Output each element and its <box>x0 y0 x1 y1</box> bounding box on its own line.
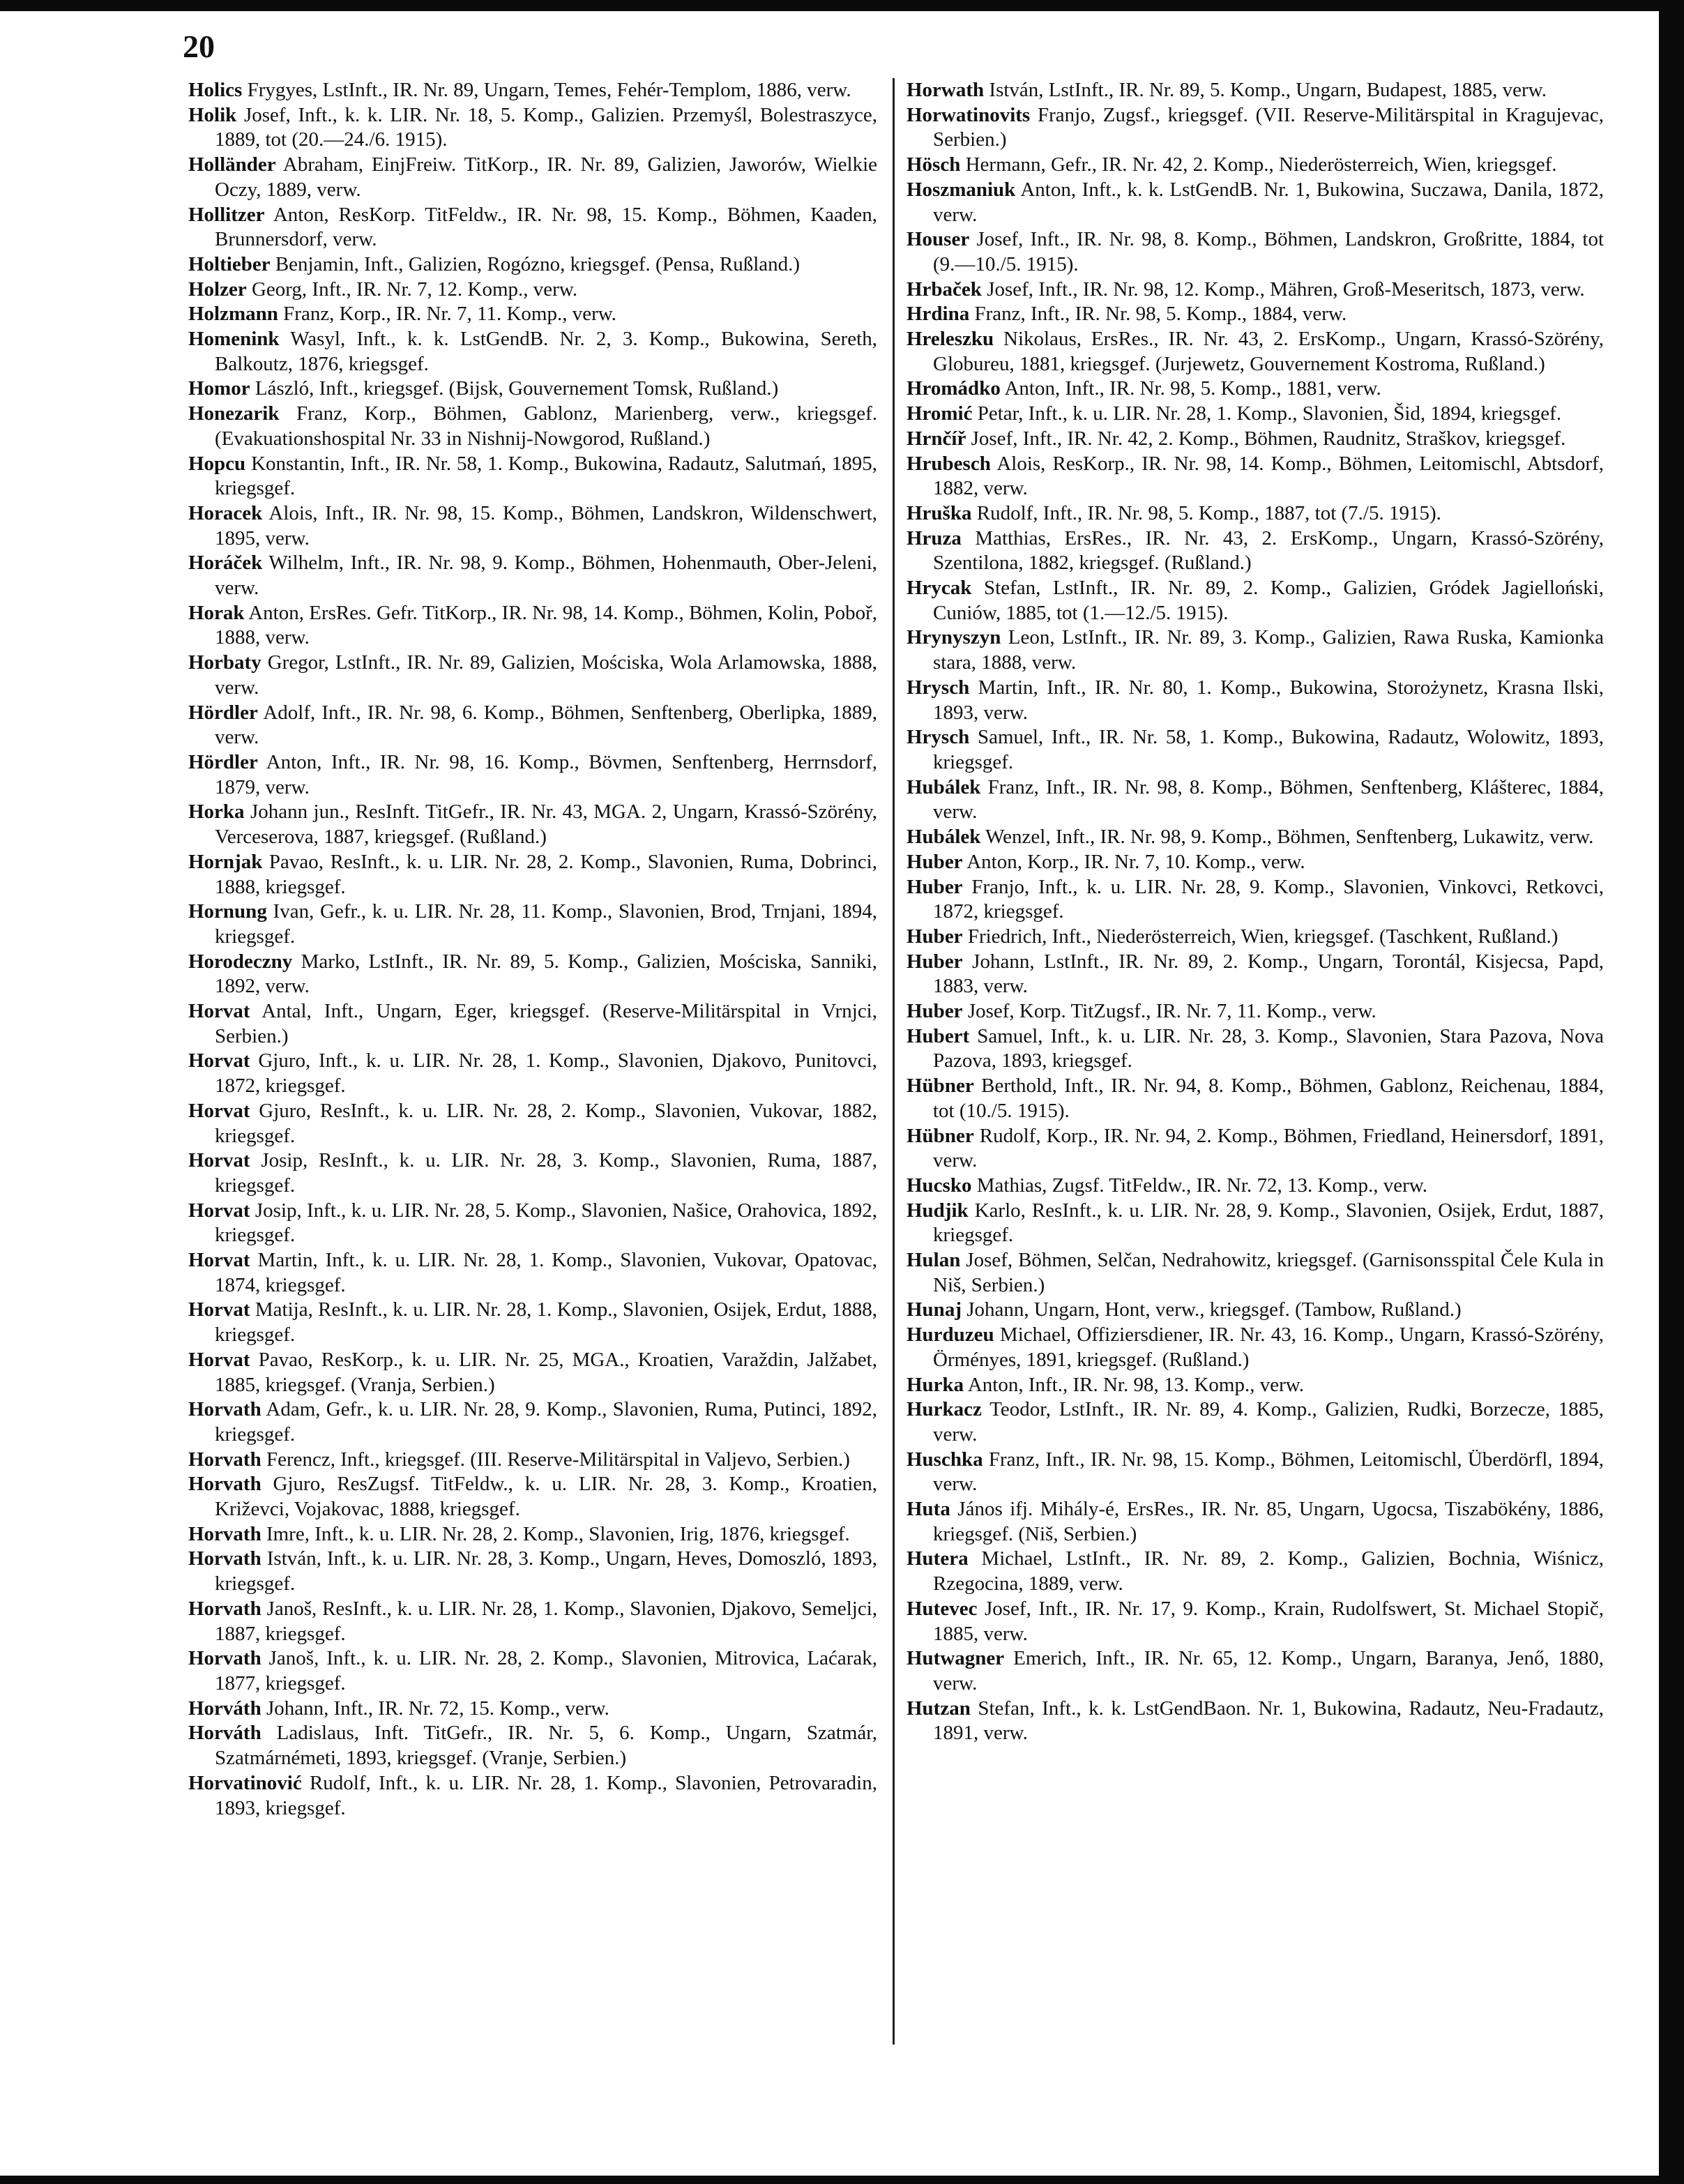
entry-details: Franjo, Zugsf., kriegsgef. (VII. Reserve-Militärspital in Kragujevac, Serbien.) <box>933 103 1604 151</box>
entry-surname: Horváth <box>188 1697 261 1720</box>
entry-surname: Hrycak <box>907 577 972 600</box>
entry-surname: Hutzan <box>907 1697 971 1720</box>
casualty-entry <box>907 676 1604 725</box>
casualty-entry <box>188 327 877 377</box>
entry-surname: Hubálek <box>907 826 981 849</box>
entry-details: Imre, Inft., k. u. LIR. Nr. 28, 2. Komp., Slavonien, Irig, 1876, kriegsgef. <box>261 1522 850 1545</box>
entry-details: Rudolf, Inft., IR. Nr. 98, 5. Komp., 1887, tot (7./5. 1915). <box>971 501 1441 524</box>
casualty-entry <box>907 1074 1604 1123</box>
entry-details: Rudolf, Korp., IR. Nr. 94, 2. Komp., Böhmen, Friedland, Heinersdorf, 1891, verw. <box>933 1124 1604 1172</box>
entry-surname: Horvatinović <box>188 1771 302 1794</box>
casualty-entry <box>188 203 877 252</box>
casualty-entry <box>907 1547 1604 1596</box>
entry-details: Alois, Inft., IR. Nr. 98, 15. Komp., Böhmen, Landskron, Wildenschwert, 1895, verw. <box>215 501 877 549</box>
entry-surname: Hornung <box>188 900 267 923</box>
entry-surname: Holics <box>188 79 243 101</box>
entry-details: Gjuro, ResInft., k. u. LIR. Nr. 28, 2. Komp., Slavonien, Vukovar, 1882, kriegsgef. <box>215 1099 877 1147</box>
casualty-entry <box>907 999 1604 1024</box>
entry-details: Antal, Inft., Ungarn, Eger, kriegsgef. (Reserve-Militärspital in Vrnjci, Serbien.) <box>215 1000 877 1047</box>
entry-details: Leon, LstInft., IR. Nr. 89, 3. Komp., Galizien, Rawa Ruska, Kamionka stara, 1888, verw. <box>933 626 1604 674</box>
casualty-entry <box>907 526 1604 576</box>
entry-details: Michael, LstInft., IR. Nr. 89, 2. Komp., Galizien, Bochnia, Wiśnicz, Rzegocina, 1889, verw. <box>933 1547 1604 1595</box>
casualty-entry <box>188 701 877 750</box>
casualty-entry <box>907 327 1604 377</box>
entry-details: Matthias, ErsRes., IR. Nr. 43, 2. ErsKomp., Ungarn, Krassó-Szörény, Szentilona, 1882, kriegsgef. (Rußland.) <box>933 526 1604 575</box>
entry-surname: Hromádko <box>907 377 1001 400</box>
entry-surname: Horvat <box>188 1249 250 1272</box>
entry-surname: Horodeczny <box>188 950 293 973</box>
entry-details: Johann, Ungarn, Hont, verw., kriegsgef. (Tambow, Rußland.) <box>961 1298 1462 1321</box>
casualty-entry <box>907 1199 1604 1248</box>
casualty-entry <box>188 1472 877 1522</box>
entry-details: Frygyes, LstInft., IR. Nr. 89, Ungarn, Temes, Fehér-Templom, 1886, verw. <box>242 79 851 101</box>
entry-details: Pavao, ResInft., k. u. LIR. Nr. 28, 2. Komp., Slavonien, Ruma, Dobrinci, 1888, kriegsgef. <box>215 850 877 898</box>
entry-details: Wilhelm, Inft., IR. Nr. 98, 9. Komp., Böhmen, Hohenmauth, Ober-Jeleni, verw. <box>215 552 877 600</box>
entry-details: Franjo, Inft., k. u. LIR. Nr. 28, 9. Komp., Slavonien, Vinkovci, Retkovci, 1872, kriegsgef. <box>933 875 1604 923</box>
casualty-entry <box>188 452 877 501</box>
casualty-entry <box>188 1448 877 1473</box>
entry-details: János ifj. Mihály-é, ErsRes., IR. Nr. 85, Ungarn, Ugocsa, Tiszabökény, 1886, kriegsgef. (Niš, Serbien.) <box>933 1498 1604 1545</box>
entry-details: Anton, Inft., IR. Nr. 98, 16. Komp., Bövmen, Senftenberg, Herrnsdorf, 1879, verw. <box>215 750 877 798</box>
casualty-entry <box>907 153 1604 178</box>
entry-surname: Horvath <box>188 1448 261 1471</box>
entry-details: Teodor, LstInft., IR. Nr. 89, 4. Komp., Galizien, Rudki, Borzecze, 1885, verw. <box>933 1398 1604 1446</box>
casualty-entry <box>188 377 877 402</box>
entry-surname: Huber <box>907 950 963 973</box>
casualty-entry <box>907 227 1604 277</box>
entry-details: Ladislaus, Inft. TitGefr., IR. Nr. 5, 6. Komp., Ungarn, Szatmár, Szatmárnémeti, 1893, kriegsgef. (Vranje, Serbien.) <box>215 1722 877 1770</box>
casualty-entry <box>907 427 1604 452</box>
entry-surname: Hruška <box>907 501 972 524</box>
entry-surname: Horvat <box>188 1298 250 1321</box>
casualty-entry <box>907 850 1604 875</box>
entry-surname: Horvath <box>188 1398 261 1421</box>
entry-details: Josef, Böhmen, Selčan, Nedrahowitz, kriegsgef. (Garnisonsspital Čele Kula in Niš, Serbien.) <box>933 1249 1604 1296</box>
entry-details: Gregor, LstInft., IR. Nr. 89, Galizien, Mościska, Wola Arlamowska, 1888, verw. <box>215 651 877 699</box>
entry-details: Stefan, LstInft., IR. Nr. 89, 2. Komp., Galizien, Gródek Jagielloński, Cuniów, 1885, tot (1.—12./5. 1915). <box>933 577 1604 624</box>
entry-details: Franz, Inft., IR. Nr. 98, 15. Komp., Böhmen, Leitomischl, Überdörfl, 1894, verw. <box>933 1448 1604 1496</box>
entry-details: László, Inft., kriegsgef. (Bijsk, Gouvernement Tomsk, Rußland.) <box>250 377 779 400</box>
entry-surname: Horvath <box>188 1522 261 1545</box>
entry-details: Rudolf, Inft., k. u. LIR. Nr. 28, 1. Komp., Slavonien, Petrovaradin, 1893, kriegsgef. <box>215 1771 877 1819</box>
casualty-entry <box>907 576 1604 625</box>
casualty-entry <box>188 103 877 153</box>
entry-details: Ferencz, Inft., kriegsgef. (III. Reserve-Militärspital in Valjevo, Serbien.) <box>261 1448 850 1471</box>
entry-surname: Hösch <box>907 153 961 176</box>
casualty-entry <box>188 1646 877 1696</box>
entry-surname: Horvat <box>188 1000 250 1023</box>
casualty-entry <box>188 1721 877 1770</box>
entry-details: Franz, Inft., IR. Nr. 98, 8. Komp., Böhmen, Senftenberg, Klášterec, 1884, verw. <box>933 775 1604 824</box>
casualty-entry <box>907 1298 1604 1323</box>
entry-surname: Horvat <box>188 1149 250 1172</box>
entry-details: Hermann, Gefr., IR. Nr. 42, 2. Komp., Niederösterreich, Wien, kriegsgef. <box>960 153 1557 176</box>
entry-details: Martin, Inft., k. u. LIR. Nr. 28, 1. Komp., Slavonien, Vukovar, Opatovac, 1874, kriegsgef. <box>215 1249 877 1296</box>
entry-details: Anton, ResKorp. TitFeldw., IR. Nr. 98, 15. Komp., Böhmen, Kaaden, Brunnersdorf, verw. <box>215 203 877 251</box>
entry-details: Johann jun., ResInft. TitGefr., IR. Nr. 43, MGA. 2, Ungarn, Krassó-Szörény, Verceserova, 1887, kriegsgef. (Rußland.) <box>215 801 877 849</box>
entry-details: Johann, Inft., IR. Nr. 72, 15. Komp., verw. <box>261 1697 609 1720</box>
casualty-entry <box>188 1248 877 1298</box>
casualty-entry <box>907 1373 1604 1398</box>
casualty-entry <box>188 1397 877 1447</box>
entry-details: Benjamin, Inft., Galizien, Rogózno, kriegsgef. (Pensa, Rußland.) <box>270 252 801 275</box>
casualty-entry <box>907 1497 1604 1547</box>
casualty-entry <box>188 252 877 278</box>
casualty-entry <box>907 178 1604 227</box>
entry-surname: Hurkacz <box>907 1398 982 1421</box>
column-divider <box>893 78 895 2045</box>
entry-details: Anton, Inft., IR. Nr. 98, 13. Komp., verw. <box>964 1373 1305 1396</box>
casualty-entry <box>188 1099 877 1148</box>
entry-details: Karlo, ResInft., k. u. LIR. Nr. 28, 9. Komp., Slavonien, Osijek, Erdut, 1887, kriegsgef. <box>933 1199 1604 1247</box>
entry-details: Wasyl, Inft., k. k. LstGendB. Nr. 2, 3. Komp., Bukowina, Sereth, Balkoutz, 1876, kriegsgef. <box>215 328 877 375</box>
casualty-entry <box>907 1124 1604 1174</box>
entry-details: Anton, Korp., IR. Nr. 7, 10. Komp., verw. <box>962 850 1305 873</box>
casualty-entry <box>188 1771 877 1821</box>
casualty-entry <box>907 402 1604 427</box>
casualty-entry <box>907 377 1604 402</box>
entry-surname: Horvat <box>188 1049 250 1072</box>
entry-surname: Hrdina <box>907 303 970 326</box>
entry-details: Gjuro, Inft., k. u. LIR. Nr. 28, 1. Komp., Slavonien, Djakovo, Punitovci, 1872, kriegsgef. <box>215 1049 877 1098</box>
entry-surname: Hrbaček <box>907 278 982 301</box>
entry-details: Petar, Inft., k. u. LIR. Nr. 28, 1. Komp., Slavonien, Šid, 1894, kriegsgef. <box>972 402 1562 425</box>
casualty-entry <box>907 278 1604 303</box>
entry-details: Matija, ResInft., k. u. LIR. Nr. 28, 1. Komp., Slavonien, Osijek, Erdut, 1888, kriegsgef. <box>215 1298 877 1347</box>
entry-surname: Horwatinovits <box>907 103 1031 126</box>
entry-details: Janoš, Inft., k. u. LIR. Nr. 28, 2. Komp., Slavonien, Mitrovica, Laćarak, 1877, kriegsgef. <box>215 1647 877 1694</box>
entry-surname: Homor <box>188 377 250 400</box>
entry-surname: Hreleszku <box>907 328 994 351</box>
casualty-entry <box>907 1397 1604 1447</box>
entry-surname: Horváth <box>188 1722 261 1745</box>
entry-details: Georg, Inft., IR. Nr. 7, 12. Komp., verw. <box>246 278 578 301</box>
entry-surname: Hulan <box>907 1249 961 1272</box>
entry-details: Franz, Inft., IR. Nr. 98, 5. Komp., 1884, verw. <box>969 303 1347 326</box>
casualty-entry <box>188 1298 877 1347</box>
casualty-entry <box>188 1049 877 1098</box>
casualty-entry <box>188 1597 877 1646</box>
entry-details: Martin, Inft., IR. Nr. 80, 1. Komp., Bukowina, Storożynetz, Krasna Ilski, 1893, verw. <box>933 676 1604 724</box>
casualty-entry <box>907 302 1604 327</box>
entry-surname: Hutera <box>907 1547 969 1570</box>
entry-details: Alois, ResKorp., IR. Nr. 98, 14. Komp., Böhmen, Leitomischl, Abtsdorf, 1882, verw. <box>933 452 1604 500</box>
entry-surname: Holik <box>188 103 237 126</box>
casualty-entry <box>188 750 877 800</box>
casualty-entry <box>907 1024 1604 1074</box>
casualty-entry <box>188 1148 877 1198</box>
entry-details: Franz, Korp., IR. Nr. 7, 11. Komp., verw. <box>278 303 617 326</box>
casualty-entry <box>188 900 877 949</box>
entry-surname: Holzer <box>188 278 247 301</box>
casualty-entry <box>907 950 1604 999</box>
entry-surname: Huber <box>907 1000 963 1023</box>
entry-surname: Hucsko <box>907 1174 972 1197</box>
entry-surname: Horbaty <box>188 651 261 674</box>
entry-surname: Hurduzeu <box>907 1324 994 1347</box>
entry-details: Stefan, Inft., k. k. LstGendBaon. Nr. 1, Bukowina, Radautz, Neu-Fradautz, 1891, verw. <box>933 1697 1604 1745</box>
casualty-entry <box>907 1597 1604 1646</box>
entry-details: Abraham, EinjFreiw. TitKorp., IR. Nr. 89, Galizien, Jaworów, Wielkie Oczy, 1889, verw. <box>215 153 877 201</box>
casualty-entry <box>907 1646 1604 1696</box>
casualty-entry <box>188 850 877 900</box>
casualty-entry <box>907 1448 1604 1497</box>
page-number: 20 <box>183 29 215 64</box>
entry-surname: Hudjik <box>907 1199 969 1222</box>
casualty-entry <box>907 625 1604 675</box>
entry-surname: Houser <box>907 228 970 251</box>
casualty-entry <box>188 651 877 700</box>
casualty-entry <box>907 875 1604 925</box>
entry-surname: Hördler <box>188 750 258 773</box>
entry-surname: Honezarik <box>188 402 280 425</box>
entry-surname: Hubert <box>907 1024 970 1047</box>
entry-details: Marko, LstInft., IR. Nr. 89, 5. Komp., Galizien, Mościska, Sanniki, 1892, verw. <box>215 950 877 998</box>
entry-surname: Holzmann <box>188 303 278 326</box>
entry-surname: Hoszmaniuk <box>907 178 1016 201</box>
entry-surname: Huber <box>907 875 963 898</box>
entry-surname: Horvath <box>188 1547 261 1570</box>
entry-surname: Hurka <box>907 1373 964 1396</box>
entry-surname: Horvat <box>188 1348 250 1371</box>
entry-surname: Horka <box>188 801 245 824</box>
entry-surname: Huta <box>907 1498 950 1521</box>
casualty-entry <box>188 1348 877 1397</box>
entry-details: Adam, Gefr., k. u. LIR. Nr. 28, 9. Komp., Slavonien, Ruma, Putinci, 1892, kriegsgef. <box>215 1398 877 1446</box>
casualty-entry <box>907 103 1604 153</box>
entry-surname: Hornjak <box>188 850 263 873</box>
entry-surname: Hrysch <box>907 726 970 749</box>
entry-surname: Hübner <box>907 1124 974 1147</box>
entry-details: Ivan, Gefr., k. u. LIR. Nr. 28, 11. Komp., Slavonien, Brod, Trnjani, 1894, kriegsgef. <box>215 900 877 948</box>
entry-surname: Huber <box>907 925 963 948</box>
entry-surname: Hromić <box>907 402 973 425</box>
left-column <box>188 78 877 1821</box>
entry-surname: Hruza <box>907 526 962 549</box>
entry-surname: Hunaj <box>907 1298 962 1321</box>
casualty-entry <box>907 825 1604 850</box>
casualty-entry <box>188 551 877 600</box>
casualty-entry <box>188 1199 877 1248</box>
entry-details: Mathias, Zugsf. TitFeldw., IR. Nr. 72, 13. Komp., verw. <box>971 1174 1428 1197</box>
entry-surname: Holländer <box>188 153 276 176</box>
entry-surname: Hopcu <box>188 452 246 475</box>
entry-details: Nikolaus, ErsRes., IR. Nr. 43, 2. ErsKomp., Ungarn, Krassó-Szörény, Globureu, 1881, kriegsgef. (Jurjewetz, Gouvernement Kostroma, Rußland.) <box>933 328 1604 375</box>
casualty-entry <box>907 1697 1604 1746</box>
entry-surname: Horvath <box>188 1647 261 1670</box>
entry-surname: Horvath <box>188 1473 261 1496</box>
entry-details: Josef, Inft., IR. Nr. 42, 2. Komp., Böhmen, Raudnitz, Straškov, kriegsgef. <box>966 427 1566 450</box>
casualty-entry <box>188 402 877 451</box>
casualty-entry <box>188 800 877 849</box>
entry-details: Samuel, Inft., k. u. LIR. Nr. 28, 3. Komp., Slavonien, Stara Pazova, Nova Pazova, 1893, kriegsgef. <box>933 1024 1604 1072</box>
entry-details: Friedrich, Inft., Niederösterreich, Wien, kriegsgef. (Taschkent, Rußland.) <box>962 925 1558 948</box>
entry-details: Josip, Inft., k. u. LIR. Nr. 28, 5. Komp., Slavonien, Našice, Orahovica, 1892, kriegsgef. <box>215 1199 877 1247</box>
casualty-entry <box>188 278 877 303</box>
entry-surname: Hutevec <box>907 1597 978 1620</box>
entry-surname: Hübner <box>907 1075 974 1098</box>
casualty-entry <box>188 601 877 651</box>
entry-surname: Huschka <box>907 1448 983 1471</box>
entry-details: Pavao, ResKorp., k. u. LIR. Nr. 25, MGA., Kroatien, Varaždin, Jalžabet, 1885, kriegsgef. (Vranja, Serbien.) <box>215 1348 877 1396</box>
casualty-entry <box>907 775 1604 825</box>
entry-surname: Hrubesch <box>907 452 991 475</box>
casualty-entry <box>907 1174 1604 1199</box>
entry-details: Emerich, Inft., IR. Nr. 65, 12. Komp., Ungarn, Baranya, Jenő, 1880, verw. <box>933 1647 1604 1694</box>
entry-details: Berthold, Inft., IR. Nr. 94, 8. Komp., Böhmen, Gablonz, Reichenau, 1884, tot (10./5. 1915). <box>933 1075 1604 1122</box>
entry-details: Samuel, Inft., IR. Nr. 58, 1. Komp., Bukowina, Radautz, Wolowitz, 1893, kriegsgef. <box>933 726 1604 773</box>
entry-details: Josef, Inft., IR. Nr. 98, 8. Komp., Böhmen, Landskron, Großritte, 1884, tot (9.—10./5. 1915). <box>933 228 1604 275</box>
entry-surname: Hubálek <box>907 775 981 798</box>
casualty-entry <box>188 1547 877 1596</box>
entry-details: Josef, Korp. TitZugsf., IR. Nr. 7, 11. Komp., verw. <box>962 1000 1376 1023</box>
entry-details: Johann, LstInft., IR. Nr. 89, 2. Komp., Ungarn, Torontál, Kisjecsa, Papd, 1883, verw. <box>933 950 1604 998</box>
entry-surname: Hrnčíř <box>907 427 966 450</box>
entry-details: Josef, Inft., IR. Nr. 98, 12. Komp., Mähren, Groß-Meseritsch, 1873, verw. <box>981 278 1585 301</box>
casualty-entry <box>907 925 1604 950</box>
entry-surname: Horwath <box>907 79 985 101</box>
entry-details: Josef, Inft., IR. Nr. 17, 9. Komp., Krain, Rudolfswert, St. Michael Stopič, 1885, verw. <box>933 1597 1604 1645</box>
entry-surname: Hrysch <box>907 676 970 699</box>
entry-surname: Horvat <box>188 1199 250 1222</box>
entry-surname: Horvath <box>188 1597 261 1620</box>
casualty-entry <box>188 1522 877 1547</box>
casualty-entry <box>188 1697 877 1722</box>
casualty-entry <box>188 302 877 327</box>
casualty-entry <box>907 1323 1604 1372</box>
entry-surname: Horvat <box>188 1099 250 1122</box>
entry-details: Anton, ErsRes. Gefr. TitKorp., IR. Nr. 98, 14. Komp., Böhmen, Kolin, Poboř, 1888, verw. <box>215 601 877 649</box>
scan-border-top <box>0 0 1684 11</box>
entry-details: Michael, Offiziersdiener, IR. Nr. 43, 16. Komp., Ungarn, Krassó-Szörény, Örményes, 1891, kriegsgef. (Rußland.) <box>933 1324 1604 1371</box>
entry-details: Franz, Korp., Böhmen, Gablonz, Marienberg, verw., kriegsgef. (Evakuationshospital Nr. 33 in Nishnij-Nowgorod, Rußland.) <box>215 402 877 450</box>
entry-details: Konstantin, Inft., IR. Nr. 58, 1. Komp., Bukowina, Radautz, Salutmań, 1895, kriegsgef. <box>215 452 877 500</box>
entry-surname: Horak <box>188 601 245 624</box>
entry-surname: Hrynyszyn <box>907 626 1001 649</box>
entry-details: Janoš, ResInft., k. u. LIR. Nr. 28, 1. Komp., Slavonien, Djakovo, Semeljci, 1887, kriegsgef. <box>215 1597 877 1645</box>
casualty-entry <box>188 153 877 202</box>
scan-border-bottom <box>0 2176 1684 2184</box>
casualty-entry <box>188 950 877 999</box>
entry-details: István, Inft., k. u. LIR. Nr. 28, 3. Komp., Ungarn, Heves, Domoszló, 1893, kriegsgef. <box>215 1547 877 1595</box>
entry-surname: Holtieber <box>188 252 271 275</box>
entry-details: Wenzel, Inft., IR. Nr. 98, 9. Komp., Böhmen, Senftenberg, Lukawitz, verw. <box>980 826 1594 849</box>
entry-details: Anton, Inft., k. k. LstGendB. Nr. 1, Bukowina, Suczawa, Danila, 1872, verw. <box>933 178 1604 226</box>
entry-surname: Horáček <box>188 552 263 575</box>
entry-surname: Homenink <box>188 328 280 351</box>
entry-surname: Hollitzer <box>188 203 265 226</box>
entry-surname: Huber <box>907 850 963 873</box>
scan-border-right <box>1659 0 1684 2184</box>
entry-surname: Hutwagner <box>907 1647 1005 1670</box>
casualty-entry <box>188 999 877 1049</box>
casualty-entry <box>907 501 1604 526</box>
entry-surname: Horacek <box>188 501 263 524</box>
entry-details: Anton, Inft., IR. Nr. 98, 5. Komp., 1881, verw. <box>1000 377 1381 400</box>
entry-details: Adolf, Inft., IR. Nr. 98, 6. Komp., Böhmen, Senftenberg, Oberlipka, 1889, verw. <box>215 701 877 749</box>
casualty-entry <box>907 1248 1604 1298</box>
entry-details: István, LstInft., IR. Nr. 89, 5. Komp., Ungarn, Budapest, 1885, verw. <box>984 79 1547 101</box>
entry-details: Josip, ResInft., k. u. LIR. Nr. 28, 3. Komp., Slavonien, Ruma, 1887, kriegsgef. <box>215 1149 877 1197</box>
casualty-entry <box>188 501 877 551</box>
entry-surname: Hördler <box>188 701 258 724</box>
casualty-entry <box>188 78 877 103</box>
entry-details: Josef, Inft., k. k. LIR. Nr. 18, 5. Komp., Galizien. Przemyśl, Bolestraszyce, 1889, tot (20.—24./6. 1915). <box>215 103 877 151</box>
right-column <box>907 78 1604 1746</box>
casualty-entry <box>907 78 1604 103</box>
casualty-entry <box>907 725 1604 775</box>
entry-details: Gjuro, ResZugsf. TitFeldw., k. u. LIR. Nr. 28, 3. Komp., Kroatien, Križevci, Vojakovac, 1888, kriegsgef. <box>215 1473 877 1521</box>
casualty-entry <box>907 452 1604 501</box>
